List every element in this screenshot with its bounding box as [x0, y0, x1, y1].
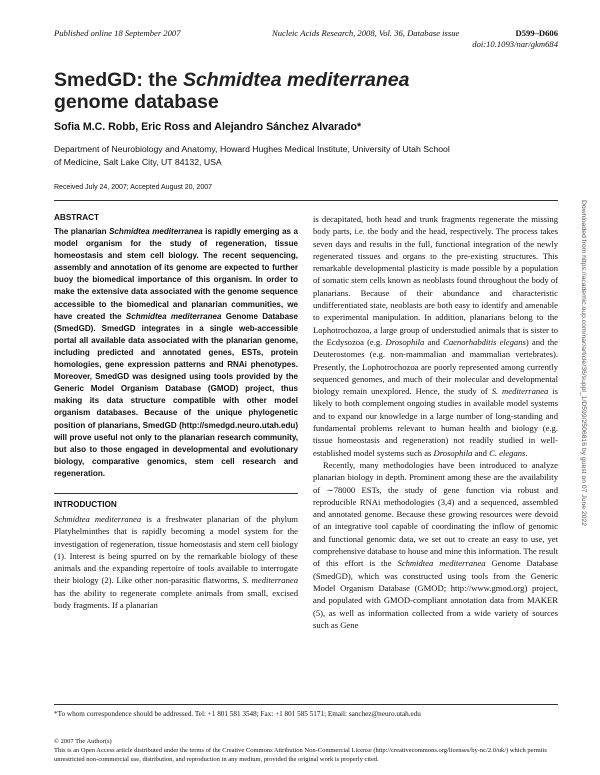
affiliation-line: of Medicine, Salt Lake City, UT 84132, USA [54, 156, 222, 167]
received-dates: Received July 24, 2007; Accepted August 20, 2007 [54, 184, 213, 191]
correspondence-footnote: *To whom correspondence should be addressed. Tel: +1 801 581 3548; Fax: +1 801 585 5171; Email: sanchez@neuro.utah.edu [54, 710, 421, 718]
copyright-block [54, 737, 558, 764]
introduction-section [54, 493, 298, 611]
header-divider [54, 200, 558, 201]
right-column [313, 213, 558, 631]
footer-divider [54, 704, 558, 705]
affiliation [54, 143, 524, 168]
published-date: Published online 18 September 2007 [54, 28, 181, 38]
page-range-doi [458, 28, 558, 50]
abstract-text: The planarian Schmidtea mediterranea is rapidly emerging as a model organism for the study of regeneration, tissue homeostasis and stem cell biology. The recent sequencing, assembly and annotation of its genome are expected to further buoy the biomedical importance of this organism. In order to make the extensive data associated with the genome sequence accessible to the biomedical and planarian communities, we have created the Schmidtea mediterranea Genome Database (SmedGD). SmedGD integrates in a single web-accessible portal all available data associated with the planarian genome, including predicted and annotated genes, ESTs, protein homologies, gene expression patterns and RNAi phenotypes. Moreover, SmedGD was designed using tools provided by the Generic Model Organism Database (GMOD) project, thus making its data structure compatible with other model organism databases. Because of the unique phylogenetic position of planarians, SmedGD (http://smedgd.neuro.utah.edu) will prove useful not only to the planarian research community, but also to those engaged in developmental and evolutionary biology, comparative genomics, stem cell research and regeneration. [54, 227, 298, 478]
body-paragraph: Recently, many methodologies have been introduced to analyze planarian biology in depth. Prominent among these are the availability of ∼78000 ESTs, the study of gene function via robust and reproducible RNAi methodologies (3,4) and a sequenced, assembled and annotated genome. Because these growing resources were devoid of an integrative tool capable of coordinating the inflow of genomic and functional genomic data, we set out to create an easy to use, yet comprehensive database to house and mine this information. The result of this effort is the Schmidtea mediterranea Genome Database (SmedGD), which was constructed using tools from the Generic Model Organism Database (GMOD; http://www.gmod.org) project, and populated with GMOD-compliant annotation data from MAKER (5), as well as information collected from a wide variety of sources such as Gene [313, 459, 558, 630]
journal-citation: Nucleic Acids Research, 2008, Vol. 36, Database issue [272, 28, 460, 38]
author-list: Sofia M.C. Robb, Eric Ross and Alejandro Sánchez Alvarado* [54, 121, 362, 133]
affiliation-line: Department of Neurobiology and Anatomy, Howard Hughes Medical Institute, University of Utah School [54, 144, 450, 154]
download-stamp [579, 200, 589, 600]
doi: doi:10.1093/nar/gkm684 [472, 39, 558, 49]
article-title [54, 69, 484, 113]
title-text-2: genome database [54, 91, 219, 113]
title-species: Schmidtea mediterranea [182, 69, 410, 91]
copyright-line: © 2007 The Author(s) [54, 738, 112, 745]
page-range: D599–D606 [515, 28, 558, 38]
introduction-heading: INTRODUCTION [54, 499, 117, 509]
license-text: This is an Open Access article distributed under the terms of the Creative Commons Attribution Non-Commercial License (http://creativecommons.org/licenses/by-nc/2.0/uk/) which permits unrestricted non-commercial use, distribution, and reproduction in any medium, provided the original work is properly cited. [54, 747, 547, 764]
body-paragraph: is decapitated, both head and trunk fragments regenerate the missing body parts, i.e. the body and the head, respectively. The process takes seven days and results in the full, functional integration of the newly regenerated tissues and organs to the pre-existing structures. This remarkable developmental plasticity is made possible by a population of somatic stem cells known as neoblasts found throughout the body of planarians. Because of their abundance and characteristic undifferentiated state, neoblasts are both easy to identify and amenable to experimental manipulation. In addition, planarians belong to the Lophotrochozoa, a large group of understudied animals that is sister to the Ecdysozoa (e.g. Drosophila and Caenorhabditis elegans) and the Deuterostomes (e.g. non-mammalian and mammalian vertebrates). Presently, the Lophotrochozoa are poorly represented among currently sequenced genomes, and much of their molecular and developmental biology remain unexplored. Hence, the study of S. mediterranea is likely to both complement ongoing studies in available model systems and to expand our knowledge in a large number of long-standing and fundamental problems relevant to human health and biology (e.g. tissue homeostasis and regeneration) not readily studied in well-established model systems such as Drosophila and C. elegans. [313, 214, 559, 458]
title-text: SmedGD: the [54, 69, 183, 91]
abstract-heading: ABSTRACT [54, 213, 100, 222]
left-column [54, 213, 298, 611]
download-stamp-text: Downloaded from https://academic.oup.com/nar/article/36/suppl_1/D599/2506816 by guest on 07 June 2022 [580, 200, 587, 527]
introduction-paragraph: Schmidtea mediterranea is a freshwater planarian of the phylum Platyhelminthes that is rapidly becoming a model system for the investigation of regeneration, tissue homeostasis and stem cell biology (1). Interest is being spurred on by the remarkable biology of these animals and the expanding repertoire of tools available to interrogate their biology (2). Like other non-parasitic flatworms, S. mediterranea has the ability to regenerate complete animals from small, excised body fragments. If a planarian [54, 513, 298, 611]
